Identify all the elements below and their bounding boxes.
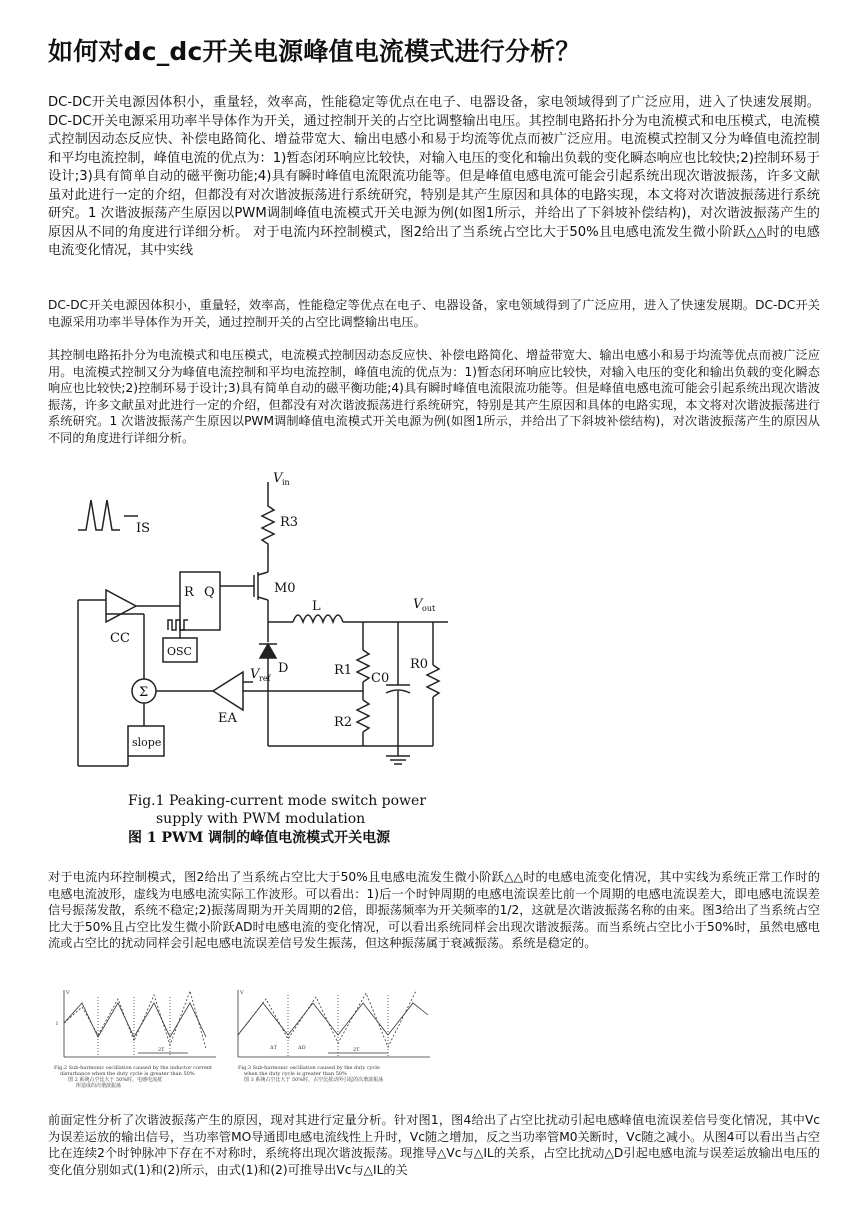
svg-text:ΔD: ΔD [298, 1045, 306, 1051]
circuit-figure [68, 460, 468, 860]
figure1-caption-en: Fig.1 Peaking-current mode switch power [128, 793, 427, 809]
figure1-caption-cn: 图 1 PWM 调制的峰值电流模式开关电源 [128, 830, 391, 846]
r-label: R [184, 585, 194, 600]
intro-paragraph: DC-DC开关电源因体积小，重量轻，效率高，性能稳定等优点在电子、电器设备，家电领域得到了广泛应用，进入了快速发展期。DC-DC开关电源采用功率半导体作为开关，通过控制开关的占空比调整输出电压。其控制电路拓扑分为电流模式和电压模式，电流模式控制因动态反应快、补偿电路简化、增益带宽大、输出电感小和易于均流等优点而被广泛应用。电流模式控制又分为峰值电流控制和平均电流控制，峰值电流的优点为：1)暂态闭环响应比较快，对输入电压的变化和输出负载的变化瞬态响应也比较快;2)控制环易于设计;3)具有简单自动的磁平衡功能;4)具有瞬时峰值电流限流功能等。但是峰值电感电流可能会引起系统出现次谐波振荡，许多文献虽对此进行一定的介绍，但都没有对次谐波振荡进行系统研究，特别是其产生原因和具体的电路实现，本文将对次谐波振荡进行系统研究。1 次谐波振荡产生原因以PWM调制峰值电流模式开关电源为例(如图1所示，并给出了下斜坡补偿结构)，对次谐波振荡产生的原因从不同的角度进行详细分析。 对于电流内环控制模式，图2给出了当系统占空比大于50%且电感电流发生微小阶跃△△时的电感电流变化情况，其中实线 [48, 95, 820, 258]
body-paragraph-4: 前面定性分析了次谐波振荡产生的原因，现对其进行定量分析。针对图1，图4给出了占空比扰动引起电感峰值电流误差信号变化情况，其中Vc为误差运放的输出信号，当功率管MO导通即电感电流线性上升时，Vc随之增加，反之当功率管M0关断时，Vc随之减小。从图4可以看出当占空比在连续2个时钟脉冲下存在不对称时，系统将出现次谐波振荡。现推导△Vc与△IL的关系，占空比扰动△D引起电感电流与误差运放输出电压的变化值分别如式(1)和(2)所示，由式(1)和(2)可推导出Vc与△IL的关 [48, 1113, 820, 1177]
svg-text:disturbance when the duty cycl: disturbance when the duty cycle is greater than 50% [60, 1071, 195, 1077]
svg-text:in: in [282, 478, 290, 487]
body-paragraph-1: DC-DC开关电源因体积小，重量轻，效率高，性能稳定等优点在电子、电器设备，家电领域得到了广泛应用，进入了快速发展期。DC-DC开关电源采用功率半导体作为开关，通过控制开关的占空比调整输出电压。 [48, 298, 820, 329]
vref-label: V [250, 667, 260, 682]
figure2-caption: Fig.2 Sub-harmonic oscillation caused by the inductor current [54, 1065, 213, 1071]
vin-label: V [273, 471, 283, 486]
d-label: D [278, 661, 289, 676]
svg-text:图 2 系统占空比大于 50%时，电感电流扰: 图 2 系统占空比大于 50%时，电感电流扰 [68, 1077, 163, 1083]
m0-label: M0 [274, 581, 296, 596]
svg-text:supply with PWM modulation: supply with PWM modulation [156, 811, 366, 827]
svg-text:2T: 2T [158, 1047, 165, 1053]
body-paragraph-2: 其控制电路拓扑分为电流模式和电压模式，电流模式控制因动态反应快、补偿电路简化、增益带宽大、输出电感小和易于均流等优点而被广泛应用。电流模式控制又分为峰值电流控制和平均电流控制，峰值电流的优点为：1)暂态闭环响应比较快，对输入电压的变化和输出负载的变化瞬态响应也比较快;2)控制环易于设计;3)具有简单自动的磁平衡功能;4)具有瞬时峰值电流限流功能等。但是峰值电感电流可能会引起系统出现次谐波振荡，许多文献虽对此进行一定的介绍，但都没有对次谐波振荡进行系统研究，特别是其产生原因和具体的电路实现，本文将对次谐波振荡进行系统研究。1 次谐波振荡产生原因以PWM调制峰值电流模式开关电源为例(如图1所示，并给出了下斜坡补偿结构)，对次谐波振荡产生的原因从不同的角度进行详细分析。 [48, 348, 820, 445]
svg-text:ΔT: ΔT [270, 1045, 277, 1051]
r0-label: R0 [410, 657, 429, 672]
q-label: Q [204, 585, 215, 600]
sigma-label: Σ [139, 685, 149, 700]
waveform-figures [48, 985, 433, 1100]
svg-text:所造成的次谐波振荡: 所造成的次谐波振荡 [76, 1083, 122, 1089]
r1-label: R1 [334, 663, 353, 678]
r3-label: R3 [280, 515, 299, 530]
svg-text:V: V [240, 990, 244, 996]
svg-text:V: V [66, 990, 70, 996]
svg-text:图 3 系统占空比大于 50%时，占空比扰动所引起的次谐波振: 图 3 系统占空比大于 50%时，占空比扰动所引起的次谐波振荡 [244, 1077, 384, 1083]
c0-label: C0 [371, 671, 390, 686]
svg-text:2T: 2T [353, 1047, 360, 1053]
l-label: L [312, 599, 321, 614]
figure3-caption: Fig.3 Sub-harmonic oscillation caused by the duty cycle [238, 1065, 380, 1071]
vout-label: V [413, 597, 423, 612]
body-paragraph-3: 对于电流内环控制模式，图2给出了当系统占空比大于50%且电感电流发生微小阶跃△△时的电感电流变化情况，其中实线为系统正常工作时的电感电流波形，虚线为电感电流实际工作波形。可以看出：1)后一个时钟周期的电感电流误差比前一个周期的电感电流误差大，即电感电流误差信号振荡发散，系统不稳定;2)振荡周期为开关周期的2倍，即振荡频率为开关频率的1/2，这就是次谐波振荡名称的由来。图3给出了当系统占空比大于50%且占空比发生微小阶跃AD时电感电流的变化情况，可以看出系统同样会出现次谐波振荡。而当系统占空比小于50%时，虽然电感电流或占空比的扰动同样会引起电感电流误差信号发生振荡，但这种振荡属于衰减振荡。系统是稳定的。 [48, 870, 820, 950]
r2-label: R2 [334, 715, 353, 730]
page-title: 如何对dc_dc开关电源峰值电流模式进行分析？ [48, 37, 581, 66]
svg-text:I: I [56, 1021, 58, 1027]
is-label: IS [136, 521, 151, 536]
slope-label: slope [132, 736, 162, 749]
cc-label: CC [110, 631, 130, 646]
osc-label: OSC [167, 645, 192, 658]
svg-text:ref: ref [259, 674, 271, 683]
ea-label: EA [218, 711, 237, 726]
svg-text:out: out [422, 604, 436, 613]
svg-text:when the duty cycle is greater: when the duty cycle is greater than 50% [244, 1071, 347, 1077]
